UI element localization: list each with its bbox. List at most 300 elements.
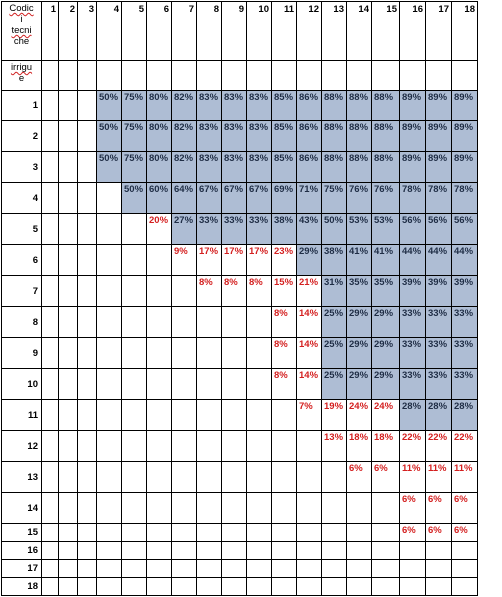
shaded-value-cell: 56% bbox=[426, 214, 452, 245]
shaded-value-cell: 88% bbox=[322, 152, 347, 183]
column-header-13: 13 bbox=[322, 2, 347, 61]
empty-cell bbox=[78, 214, 97, 245]
table-row bbox=[2, 121, 478, 152]
shaded-value-cell: 67% bbox=[197, 183, 222, 214]
shaded-value-cell: 29% bbox=[372, 307, 400, 338]
shaded-value-cell: 89% bbox=[426, 91, 452, 121]
empty-cell bbox=[42, 276, 59, 307]
empty-cell bbox=[322, 493, 347, 524]
empty-cell bbox=[222, 61, 247, 91]
empty-cell bbox=[172, 493, 197, 524]
shaded-value-cell: 86% bbox=[297, 152, 322, 183]
empty-cell bbox=[347, 61, 372, 91]
shaded-value-cell: 88% bbox=[322, 91, 347, 121]
corner-header-line: i bbox=[20, 14, 23, 25]
shaded-value-cell: 53% bbox=[347, 214, 372, 245]
empty-cell bbox=[42, 578, 59, 596]
empty-cell bbox=[372, 524, 400, 542]
empty-cell bbox=[97, 338, 122, 369]
shaded-value-cell: 83% bbox=[247, 121, 272, 152]
row-label: 2 bbox=[2, 121, 42, 152]
red-value-cell: 8% bbox=[272, 338, 297, 369]
red-value-cell: 14% bbox=[297, 338, 322, 369]
empty-cell bbox=[426, 560, 452, 578]
table-row bbox=[2, 183, 478, 214]
empty-cell bbox=[372, 542, 400, 560]
empty-cell bbox=[372, 578, 400, 596]
empty-cell bbox=[122, 369, 147, 400]
empty-cell bbox=[297, 462, 322, 493]
shaded-value-cell: 28% bbox=[452, 400, 478, 431]
empty-cell bbox=[197, 431, 222, 462]
empty-cell bbox=[59, 542, 78, 560]
empty-cell bbox=[147, 560, 172, 578]
table-body bbox=[2, 2, 478, 596]
corner-header-cell-continued bbox=[2, 61, 42, 91]
shaded-value-cell: 33% bbox=[400, 338, 426, 369]
column-header-17: 17 bbox=[426, 2, 452, 61]
empty-cell bbox=[122, 578, 147, 596]
empty-cell bbox=[372, 560, 400, 578]
empty-cell bbox=[172, 524, 197, 542]
empty-cell bbox=[78, 183, 97, 214]
empty-cell bbox=[97, 578, 122, 596]
empty-cell bbox=[426, 578, 452, 596]
empty-cell bbox=[59, 61, 78, 91]
empty-cell bbox=[322, 542, 347, 560]
red-value-cell: 6% bbox=[452, 493, 478, 524]
shaded-value-cell: 82% bbox=[172, 152, 197, 183]
empty-cell bbox=[222, 462, 247, 493]
shaded-value-cell: 33% bbox=[452, 307, 478, 338]
empty-cell bbox=[247, 338, 272, 369]
column-header-6: 6 bbox=[147, 2, 172, 61]
corner-header-line: Codic bbox=[9, 3, 34, 14]
empty-cell bbox=[42, 152, 59, 183]
empty-cell bbox=[78, 338, 97, 369]
table-row bbox=[2, 560, 478, 578]
empty-cell bbox=[78, 91, 97, 121]
empty-cell bbox=[197, 462, 222, 493]
shaded-value-cell: 41% bbox=[347, 245, 372, 276]
red-value-cell: 23% bbox=[272, 245, 297, 276]
empty-cell bbox=[197, 542, 222, 560]
shaded-value-cell: 33% bbox=[426, 369, 452, 400]
red-value-cell: 15% bbox=[272, 276, 297, 307]
empty-cell bbox=[59, 307, 78, 338]
empty-cell bbox=[272, 578, 297, 596]
shaded-value-cell: 78% bbox=[400, 183, 426, 214]
shaded-value-cell: 39% bbox=[400, 276, 426, 307]
empty-cell bbox=[59, 338, 78, 369]
shaded-value-cell: 89% bbox=[452, 121, 478, 152]
row-label: 13 bbox=[2, 462, 42, 493]
shaded-value-cell: 83% bbox=[197, 152, 222, 183]
shaded-value-cell: 29% bbox=[347, 369, 372, 400]
empty-cell bbox=[59, 369, 78, 400]
empty-cell bbox=[322, 560, 347, 578]
shaded-value-cell: 33% bbox=[222, 214, 247, 245]
empty-cell bbox=[122, 276, 147, 307]
empty-cell bbox=[97, 462, 122, 493]
empty-cell bbox=[122, 462, 147, 493]
empty-cell bbox=[372, 493, 400, 524]
empty-cell bbox=[452, 542, 478, 560]
shaded-value-cell: 88% bbox=[372, 91, 400, 121]
table-row bbox=[2, 245, 478, 276]
shaded-value-cell: 86% bbox=[297, 91, 322, 121]
shaded-value-cell: 67% bbox=[222, 183, 247, 214]
empty-cell bbox=[347, 560, 372, 578]
shaded-value-cell: 56% bbox=[452, 214, 478, 245]
shaded-value-cell: 33% bbox=[426, 307, 452, 338]
empty-cell bbox=[247, 462, 272, 493]
empty-cell bbox=[42, 493, 59, 524]
red-value-cell: 19% bbox=[322, 400, 347, 431]
empty-cell bbox=[42, 462, 59, 493]
empty-cell bbox=[42, 560, 59, 578]
table-row bbox=[2, 276, 478, 307]
shaded-value-cell: 43% bbox=[297, 214, 322, 245]
empty-cell bbox=[172, 276, 197, 307]
shaded-value-cell: 33% bbox=[452, 338, 478, 369]
empty-cell bbox=[297, 542, 322, 560]
corner-header-line: irrigu bbox=[10, 62, 33, 73]
empty-cell bbox=[322, 578, 347, 596]
shaded-value-cell: 33% bbox=[400, 369, 426, 400]
empty-cell bbox=[97, 542, 122, 560]
shaded-value-cell: 64% bbox=[172, 183, 197, 214]
red-value-cell: 8% bbox=[222, 276, 247, 307]
empty-cell bbox=[42, 214, 59, 245]
red-value-cell: 22% bbox=[400, 431, 426, 462]
empty-cell bbox=[122, 61, 147, 91]
empty-cell bbox=[347, 542, 372, 560]
empty-cell bbox=[247, 369, 272, 400]
shaded-value-cell: 35% bbox=[347, 276, 372, 307]
empty-cell bbox=[122, 214, 147, 245]
red-value-cell: 8% bbox=[247, 276, 272, 307]
shaded-value-cell: 29% bbox=[347, 307, 372, 338]
empty-cell bbox=[222, 369, 247, 400]
empty-cell bbox=[59, 245, 78, 276]
empty-cell bbox=[272, 493, 297, 524]
column-header-4: 4 bbox=[97, 2, 122, 61]
empty-cell bbox=[78, 276, 97, 307]
empty-cell bbox=[97, 61, 122, 91]
empty-cell bbox=[78, 152, 97, 183]
empty-cell bbox=[97, 431, 122, 462]
shaded-value-cell: 76% bbox=[347, 183, 372, 214]
shaded-value-cell: 33% bbox=[247, 214, 272, 245]
empty-cell bbox=[59, 462, 78, 493]
empty-cell bbox=[322, 462, 347, 493]
empty-cell bbox=[452, 560, 478, 578]
row-label: 17 bbox=[2, 560, 42, 578]
shaded-value-cell: 82% bbox=[172, 121, 197, 152]
shaded-value-cell: 29% bbox=[297, 245, 322, 276]
row-label: 16 bbox=[2, 542, 42, 560]
shaded-value-cell: 33% bbox=[400, 307, 426, 338]
shaded-value-cell: 83% bbox=[247, 91, 272, 121]
empty-cell bbox=[347, 578, 372, 596]
empty-cell bbox=[322, 524, 347, 542]
empty-cell bbox=[147, 400, 172, 431]
table-row bbox=[2, 578, 478, 596]
shaded-value-cell: 67% bbox=[247, 183, 272, 214]
empty-cell bbox=[147, 338, 172, 369]
empty-cell bbox=[147, 578, 172, 596]
column-header-1: 1 bbox=[42, 2, 59, 61]
red-value-cell: 6% bbox=[400, 493, 426, 524]
empty-cell bbox=[97, 493, 122, 524]
red-value-cell: 22% bbox=[426, 431, 452, 462]
shaded-value-cell: 69% bbox=[272, 183, 297, 214]
row-label: 10 bbox=[2, 369, 42, 400]
shaded-value-cell: 39% bbox=[426, 276, 452, 307]
empty-cell bbox=[222, 578, 247, 596]
empty-cell bbox=[172, 61, 197, 91]
shaded-value-cell: 50% bbox=[97, 91, 122, 121]
shaded-value-cell: 35% bbox=[372, 276, 400, 307]
empty-cell bbox=[172, 431, 197, 462]
empty-cell bbox=[42, 307, 59, 338]
empty-cell bbox=[297, 431, 322, 462]
red-value-cell: 14% bbox=[297, 369, 322, 400]
empty-cell bbox=[272, 431, 297, 462]
empty-cell bbox=[372, 61, 400, 91]
empty-cell bbox=[42, 431, 59, 462]
empty-cell bbox=[97, 276, 122, 307]
shaded-value-cell: 60% bbox=[147, 183, 172, 214]
shaded-value-cell: 75% bbox=[122, 91, 147, 121]
empty-cell bbox=[42, 338, 59, 369]
empty-cell bbox=[59, 400, 78, 431]
column-header-12: 12 bbox=[297, 2, 322, 61]
empty-cell bbox=[347, 493, 372, 524]
empty-cell bbox=[197, 400, 222, 431]
shaded-value-cell: 88% bbox=[372, 152, 400, 183]
empty-cell bbox=[97, 183, 122, 214]
empty-cell bbox=[400, 560, 426, 578]
empty-cell bbox=[42, 121, 59, 152]
empty-cell bbox=[247, 431, 272, 462]
red-value-cell: 11% bbox=[400, 462, 426, 493]
row-label: 15 bbox=[2, 524, 42, 542]
empty-cell bbox=[172, 462, 197, 493]
red-value-cell: 14% bbox=[297, 307, 322, 338]
red-value-cell: 24% bbox=[347, 400, 372, 431]
empty-cell bbox=[197, 578, 222, 596]
empty-cell bbox=[78, 61, 97, 91]
irrigation-efficiency-table bbox=[1, 1, 478, 596]
empty-cell bbox=[197, 560, 222, 578]
shaded-value-cell: 89% bbox=[400, 91, 426, 121]
empty-cell bbox=[59, 578, 78, 596]
red-value-cell: 17% bbox=[197, 245, 222, 276]
table-row bbox=[2, 91, 478, 121]
empty-cell bbox=[197, 338, 222, 369]
table-row bbox=[2, 524, 478, 542]
empty-cell bbox=[97, 524, 122, 542]
shaded-value-cell: 88% bbox=[347, 91, 372, 121]
shaded-value-cell: 28% bbox=[400, 400, 426, 431]
corner-header-cell bbox=[2, 2, 42, 61]
empty-cell bbox=[272, 524, 297, 542]
shaded-value-cell: 83% bbox=[222, 121, 247, 152]
corner-header-line: e bbox=[18, 73, 25, 84]
row-label: 18 bbox=[2, 578, 42, 596]
empty-cell bbox=[59, 152, 78, 183]
empty-cell bbox=[78, 462, 97, 493]
shaded-value-cell: 83% bbox=[247, 152, 272, 183]
empty-cell bbox=[42, 183, 59, 214]
empty-cell bbox=[147, 369, 172, 400]
empty-cell bbox=[222, 493, 247, 524]
empty-cell bbox=[400, 542, 426, 560]
red-value-cell: 8% bbox=[272, 369, 297, 400]
red-value-cell: 6% bbox=[426, 524, 452, 542]
red-value-cell: 13% bbox=[322, 431, 347, 462]
empty-cell bbox=[147, 276, 172, 307]
empty-cell bbox=[426, 61, 452, 91]
empty-cell bbox=[42, 245, 59, 276]
row-label: 12 bbox=[2, 431, 42, 462]
shaded-value-cell: 88% bbox=[347, 152, 372, 183]
shaded-value-cell: 88% bbox=[347, 121, 372, 152]
empty-cell bbox=[347, 524, 372, 542]
shaded-value-cell: 89% bbox=[426, 152, 452, 183]
row-label: 4 bbox=[2, 183, 42, 214]
empty-cell bbox=[78, 524, 97, 542]
empty-cell bbox=[42, 369, 59, 400]
shaded-value-cell: 33% bbox=[426, 338, 452, 369]
empty-cell bbox=[78, 578, 97, 596]
shaded-value-cell: 83% bbox=[222, 152, 247, 183]
empty-cell bbox=[59, 276, 78, 307]
shaded-value-cell: 25% bbox=[322, 307, 347, 338]
table-row bbox=[2, 338, 478, 369]
empty-cell bbox=[172, 307, 197, 338]
table-row bbox=[2, 462, 478, 493]
row-label: 5 bbox=[2, 214, 42, 245]
empty-cell bbox=[272, 560, 297, 578]
empty-cell bbox=[78, 493, 97, 524]
empty-cell bbox=[59, 560, 78, 578]
shaded-value-cell: 50% bbox=[122, 183, 147, 214]
empty-cell bbox=[122, 542, 147, 560]
empty-cell bbox=[172, 338, 197, 369]
empty-cell bbox=[59, 524, 78, 542]
shaded-value-cell: 89% bbox=[452, 91, 478, 121]
empty-cell bbox=[400, 61, 426, 91]
corner-header-line: tecni bbox=[11, 25, 32, 36]
empty-cell bbox=[197, 61, 222, 91]
empty-cell bbox=[222, 400, 247, 431]
empty-cell bbox=[78, 121, 97, 152]
empty-cell bbox=[247, 560, 272, 578]
column-header-7: 7 bbox=[172, 2, 197, 61]
empty-cell bbox=[59, 493, 78, 524]
empty-cell bbox=[59, 91, 78, 121]
red-value-cell: 6% bbox=[400, 524, 426, 542]
shaded-value-cell: 80% bbox=[147, 91, 172, 121]
empty-cell bbox=[78, 400, 97, 431]
column-header-18: 18 bbox=[452, 2, 478, 61]
shaded-value-cell: 82% bbox=[172, 91, 197, 121]
row-label: 3 bbox=[2, 152, 42, 183]
red-value-cell: 18% bbox=[372, 431, 400, 462]
empty-cell bbox=[297, 493, 322, 524]
red-value-cell: 22% bbox=[452, 431, 478, 462]
empty-cell bbox=[122, 307, 147, 338]
shaded-value-cell: 29% bbox=[372, 369, 400, 400]
empty-cell bbox=[122, 400, 147, 431]
shaded-value-cell: 75% bbox=[122, 152, 147, 183]
shaded-value-cell: 33% bbox=[197, 214, 222, 245]
empty-cell bbox=[97, 245, 122, 276]
shaded-value-cell: 29% bbox=[347, 338, 372, 369]
empty-cell bbox=[59, 214, 78, 245]
empty-cell bbox=[222, 560, 247, 578]
empty-cell bbox=[222, 338, 247, 369]
empty-cell bbox=[147, 493, 172, 524]
empty-cell bbox=[297, 61, 322, 91]
column-header-8: 8 bbox=[197, 2, 222, 61]
table-row bbox=[2, 542, 478, 560]
shaded-value-cell: 75% bbox=[122, 121, 147, 152]
shaded-value-cell: 85% bbox=[272, 121, 297, 152]
red-value-cell: 18% bbox=[347, 431, 372, 462]
shaded-value-cell: 50% bbox=[322, 214, 347, 245]
shaded-value-cell: 83% bbox=[197, 91, 222, 121]
empty-cell bbox=[297, 560, 322, 578]
shaded-value-cell: 78% bbox=[426, 183, 452, 214]
red-value-cell: 8% bbox=[272, 307, 297, 338]
row-label: 6 bbox=[2, 245, 42, 276]
shaded-value-cell: 85% bbox=[272, 91, 297, 121]
column-header-16: 16 bbox=[400, 2, 426, 61]
empty-cell bbox=[247, 400, 272, 431]
empty-cell bbox=[42, 524, 59, 542]
empty-cell bbox=[172, 578, 197, 596]
empty-cell bbox=[247, 493, 272, 524]
red-value-cell: 6% bbox=[452, 524, 478, 542]
empty-cell bbox=[297, 524, 322, 542]
shaded-value-cell: 53% bbox=[372, 214, 400, 245]
table-row bbox=[2, 431, 478, 462]
red-value-cell: 8% bbox=[197, 276, 222, 307]
shaded-value-cell: 29% bbox=[372, 338, 400, 369]
empty-cell bbox=[97, 560, 122, 578]
empty-cell bbox=[297, 578, 322, 596]
shaded-value-cell: 71% bbox=[297, 183, 322, 214]
column-header-14: 14 bbox=[347, 2, 372, 61]
empty-cell bbox=[42, 61, 59, 91]
empty-cell bbox=[122, 338, 147, 369]
empty-cell bbox=[42, 91, 59, 121]
row-label: 9 bbox=[2, 338, 42, 369]
empty-cell bbox=[322, 61, 347, 91]
empty-cell bbox=[122, 524, 147, 542]
red-value-cell: 17% bbox=[247, 245, 272, 276]
table-row bbox=[2, 400, 478, 431]
red-value-cell: 11% bbox=[452, 462, 478, 493]
empty-cell bbox=[452, 61, 478, 91]
column-header-9: 9 bbox=[222, 2, 247, 61]
shaded-value-cell: 56% bbox=[400, 214, 426, 245]
shaded-value-cell: 80% bbox=[147, 152, 172, 183]
